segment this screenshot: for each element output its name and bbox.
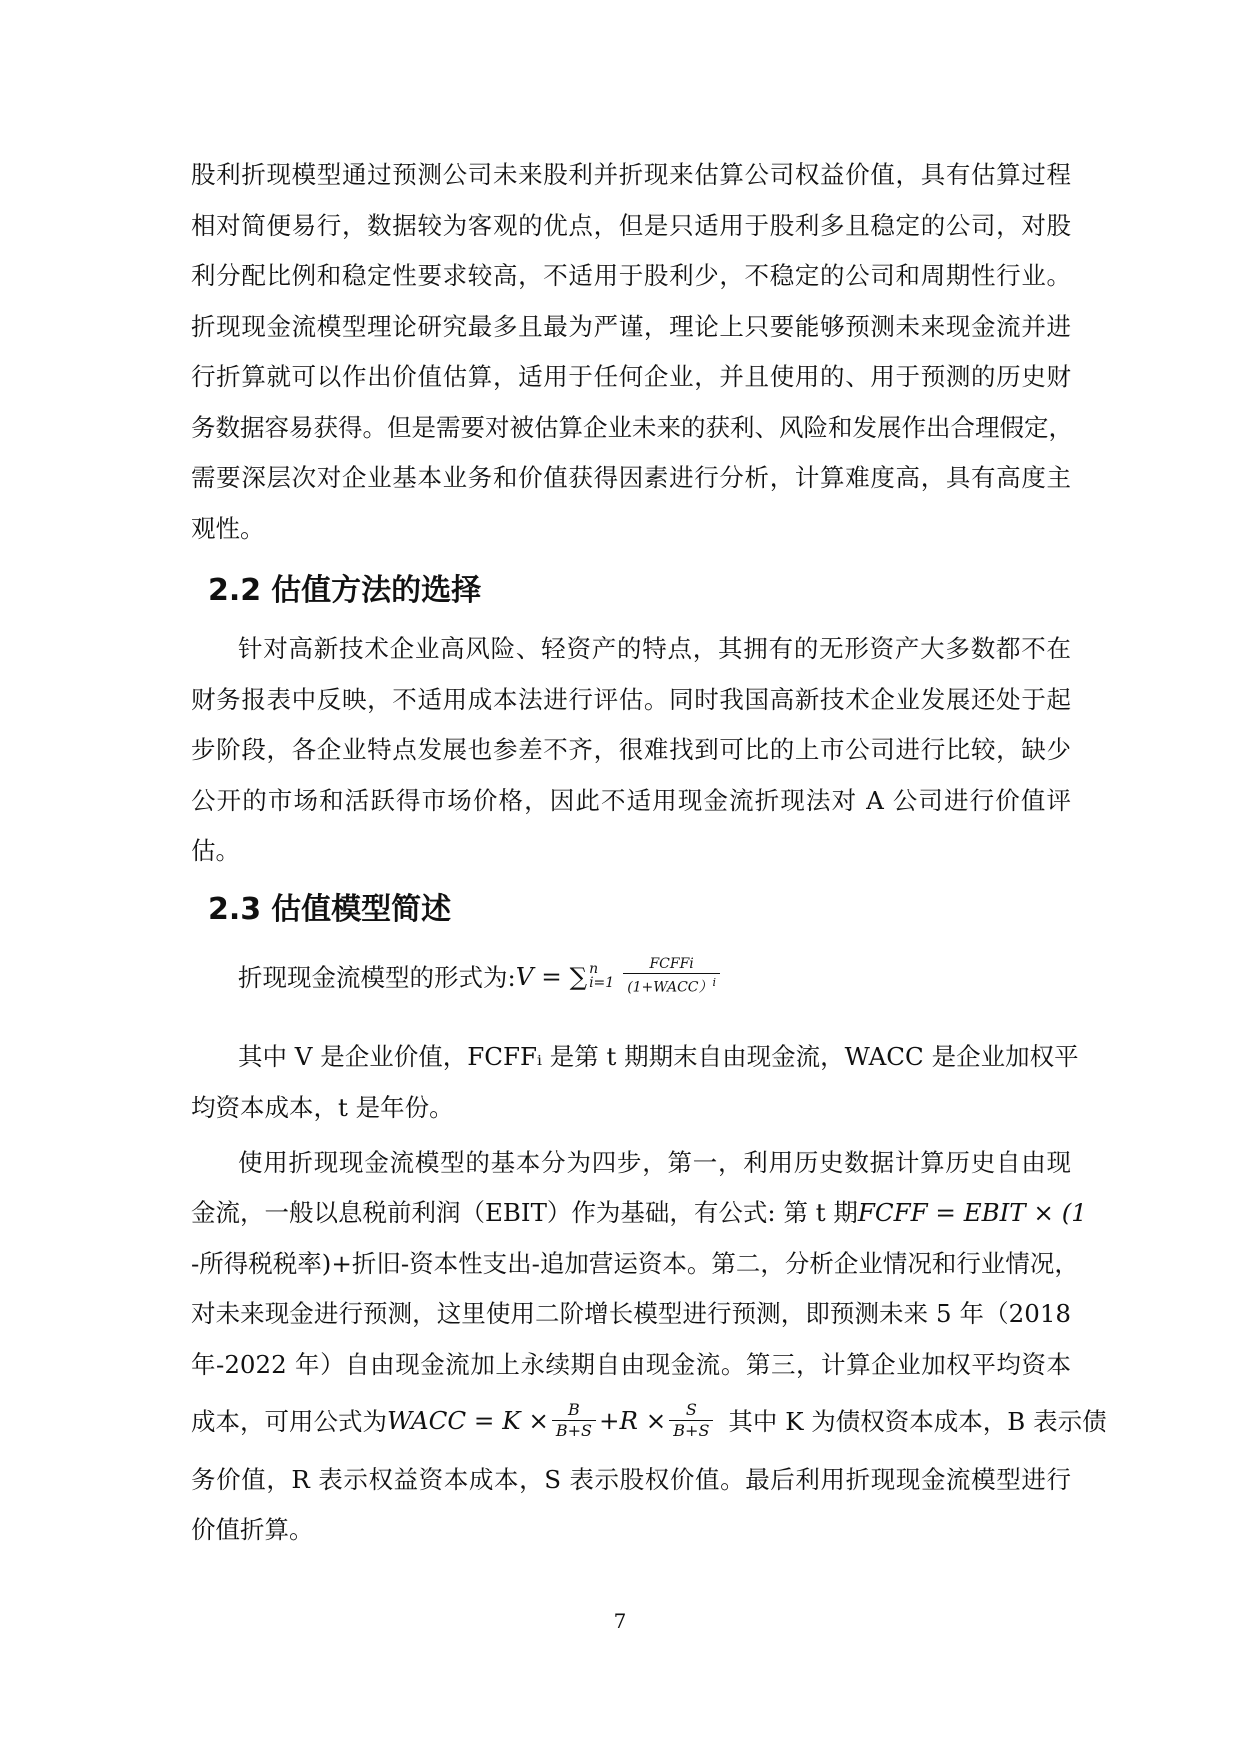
paragraph-line: 需要深层次对企业基本业务和价值获得因素进行分析，计算难度高，具有高度主 — [191, 463, 1071, 492]
fraction-denominator: B+S — [673, 1420, 710, 1440]
paragraph-line: 行折算就可以作出价值估算，适用于任何企业，并且使用的、用于预测的历史财 — [191, 362, 1071, 391]
fraction-numerator: S — [685, 1399, 697, 1419]
wacc-lhs: WACC = K × — [387, 1405, 549, 1435]
section-title: 估值模型简述 — [271, 892, 452, 927]
section-title: 估值方法的选择 — [271, 573, 482, 608]
line-text: 成本，可用公式为 — [191, 1406, 387, 1436]
paragraph-line: 公开的市场和活跃得市场价格，因此不适用现金流折现法对 A 公司进行价值评 — [191, 786, 1071, 815]
wacc-s-fraction — [669, 1400, 713, 1441]
paragraph-line: 估。 — [191, 836, 240, 865]
section-number: 2.3 — [208, 892, 262, 927]
paragraph-line: 年-2022 年）自由现金流加上永续期自由现金流。第三，计算企业加权平均资本 — [191, 1350, 1071, 1379]
paragraph-line: 务价值，R 表示权益资本成本，S 表示股权价值。最后利用折现现金流模型进行 — [191, 1465, 1071, 1494]
dcf-formula — [238, 946, 723, 1006]
sum-lower: i=1 — [589, 975, 615, 991]
paragraph-line: -所得税税率)+折旧-资本性支出-追加营运资本。第二，分析企业情况和行业情况， — [191, 1249, 1079, 1278]
paragraph-line: 股利折现模型通过预测公司未来股利并折现来估算公司权益价值，具有估算过程 — [191, 160, 1071, 189]
formula-lhs: V = ∑ — [515, 961, 588, 991]
paragraph-line: 对未来现金进行预测，这里使用二阶增长模型进行预测，即预测未来 5 年（2018 — [191, 1299, 1071, 1328]
page-number: 7 — [613, 1609, 627, 1633]
paragraph-line: 财务报表中反映，不适用成本法进行评估。同时我国高新技术企业发展还处于起 — [191, 685, 1071, 714]
paragraph-line: 步阶段，各企业特点发展也参差不齐，很难找到可比的上市公司进行比较，缺少 — [191, 735, 1071, 764]
fraction-denominator: (1+WACC）$^i$ — [627, 976, 717, 996]
paragraph-line: 相对简便易行，数据较为客观的优点，但是只适用于股利多且稳定的公司，对股 — [191, 211, 1071, 240]
paragraph-line: 均资本成本，t 是年份。 — [191, 1093, 454, 1122]
paragraph-line: 使用折现现金流模型的基本分为四步，第一，利用历史数据计算历史自由现 — [238, 1148, 1071, 1177]
formula-intro: 折现现金流模型的形式为: — [238, 962, 516, 992]
wacc-b-fraction — [552, 1400, 596, 1441]
line-text: 金流，一般以息税前利润（EBIT）作为基础，有公式: 第 t 期 — [191, 1198, 858, 1227]
fraction-numerator: B — [568, 1399, 580, 1419]
paragraph-line — [191, 1198, 1087, 1228]
paragraph-line: 针对高新技术企业高风险、轻资产的特点，其拥有的无形资产大多数都不在 — [238, 634, 1071, 663]
paragraph-line: 其中 V 是企业价值，FCFFᵢ 是第 t 期期末自由现金流，WACC 是企业加权平 — [238, 1042, 1079, 1071]
paragraph-line: 务数据容易获得。但是需要对被估算企业未来的获利、风险和发展作出合理假定， — [191, 413, 1073, 442]
wacc-mid: +R × — [599, 1405, 667, 1435]
fraction-denominator: B+S — [555, 1420, 592, 1440]
paragraph-line: 折现现金流模型理论研究最多且最为严谨，理论上只要能够预测未来现金流并进 — [191, 312, 1071, 341]
paragraph-line: 价值折算。 — [191, 1515, 314, 1544]
section-heading-2-3 — [208, 892, 451, 928]
fcff-formula: FCFF = EBIT × (1 — [857, 1198, 1087, 1227]
line-text: 其中 K 为债权资本成本，B 表示债 — [728, 1406, 1107, 1436]
sum-upper: n — [589, 961, 599, 977]
wacc-formula-line — [191, 1392, 1107, 1448]
paragraph-line: 观性。 — [191, 514, 265, 543]
paragraph-line: 利分配比例和稳定性要求较高，不适用于股利少，不稳定的公司和周期性行业。 — [191, 261, 1071, 290]
sum-limits — [589, 962, 614, 990]
section-number: 2.2 — [208, 573, 262, 608]
section-heading-2-2 — [208, 573, 481, 609]
fraction-numerator: FCFFi — [649, 956, 694, 973]
dcf-fraction — [623, 955, 720, 997]
